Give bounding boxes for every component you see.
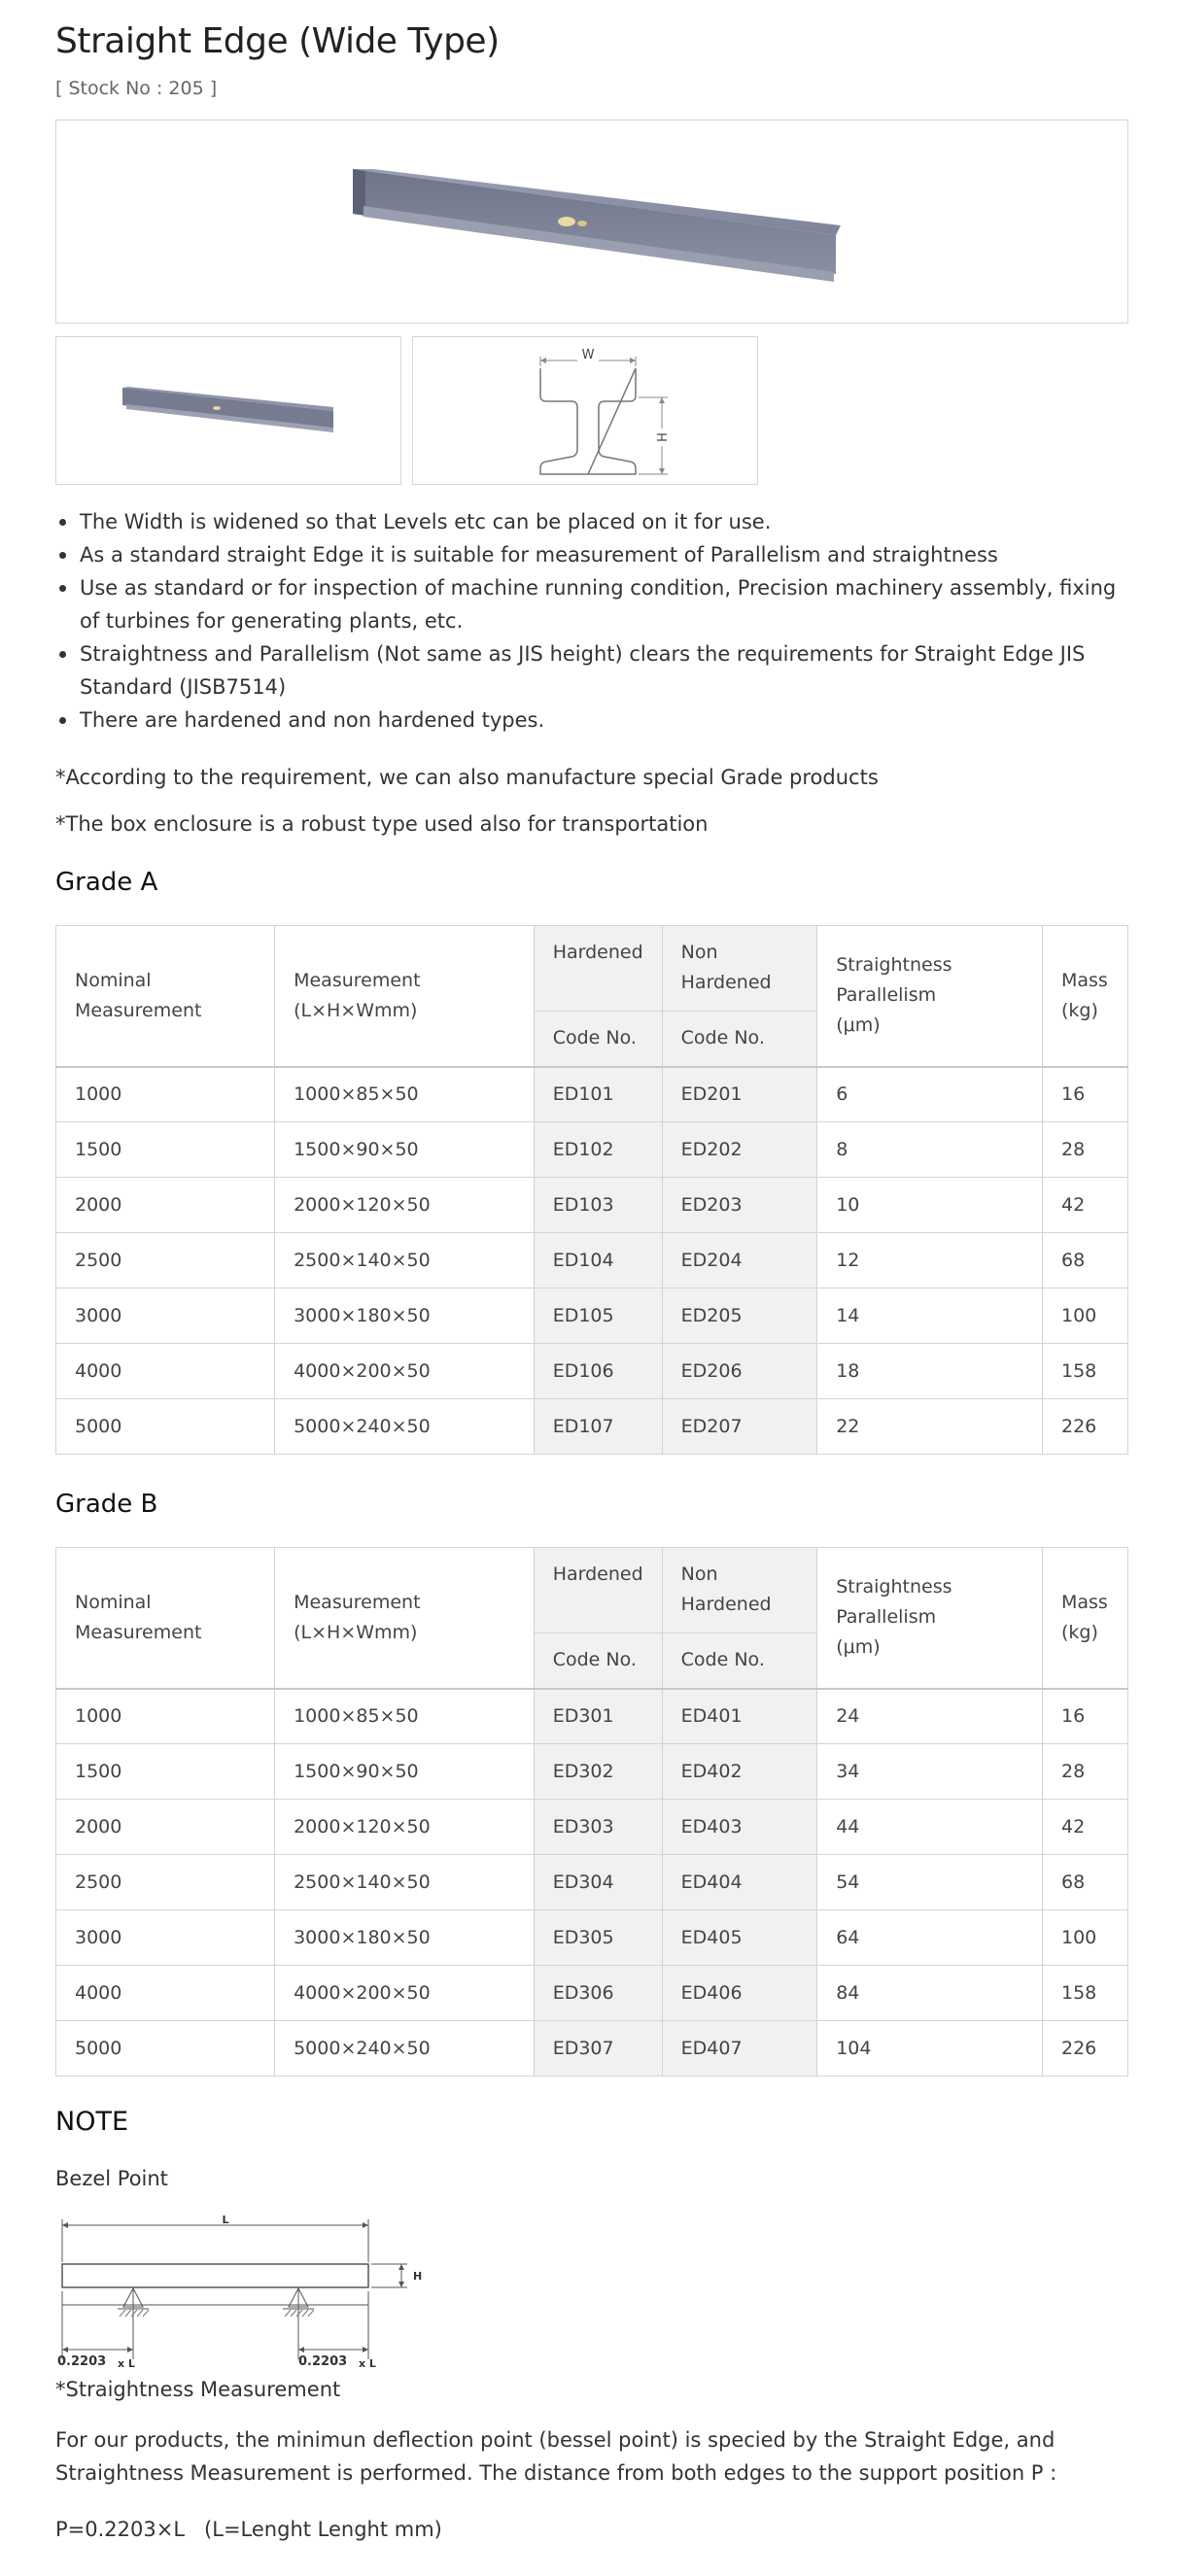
left-ratio-suffix: x L [118,2357,135,2369]
table-cell: 24 [817,1689,1043,1744]
grade-b-heading: Grade B [55,1490,158,1519]
table-row [56,1288,1128,1344]
col-header-measurement: Measurement (L×H×Wmm) [275,926,535,1067]
table-row [56,1344,1128,1399]
table-cell: ED202 [662,1122,817,1178]
table-cell: 84 [817,1966,1043,2021]
table-cell: 22 [817,1399,1043,1455]
width-dimension-label: W [581,348,595,362]
table-cell: 3000 [56,1288,275,1344]
table-cell: ED404 [662,1855,817,1910]
table-row [56,1233,1128,1288]
table-cell: ED303 [534,1800,662,1855]
table-cell: 4000 [56,1344,275,1399]
straightness-measurement-description: For our products, the minimun deflection point (bessel point) is specied by the Straight Edge, and Straightness Measurement is performed. The distance from both edges to the support position P : [55,2428,1057,2485]
table-cell: ED204 [662,1233,817,1288]
table-cell: 1500 [56,1744,275,1800]
special-grade-note: *According to the requirement, we can also manufacture special Grade products [55,766,879,789]
table-cell: 2000 [56,1178,275,1233]
table-row [56,1744,1128,1800]
table-row [56,1067,1128,1122]
col-header-hardened: Hardened [534,1548,662,1633]
bessel-point-formula: P=0.2203×L (L=Lenght Lenght mm) [55,2518,442,2541]
table-cell: 5000×240×50 [275,2021,535,2077]
table-cell: 1500×90×50 [275,1122,535,1178]
table-cell: 14 [817,1288,1043,1344]
table-cell: 1000×85×50 [275,1689,535,1744]
table-cell: 1000 [56,1689,275,1744]
table-cell: 6 [817,1067,1043,1122]
table-cell: 1000 [56,1067,275,1122]
bezel-point-label: Bezel Point [55,2167,168,2190]
list-item: There are hardened and non hardened types. [55,704,1134,737]
table-cell: ED101 [534,1067,662,1122]
table-cell: 10 [817,1178,1043,1233]
table-cell: 158 [1043,1966,1128,2021]
cross-section-diagram [413,337,759,486]
list-item: The Width is widened so that Levels etc can be placed on it for use. [55,505,1134,538]
table-cell: ED107 [534,1399,662,1455]
table-cell: ED102 [534,1122,662,1178]
table-cell: ED403 [662,1800,817,1855]
table-cell: 8 [817,1122,1043,1178]
table-cell: ED406 [662,1966,817,2021]
col-header-non-hardened: Non Hardened [662,926,817,1012]
stock-number: [ Stock No : 205 ] [55,78,218,99]
table-cell: 1500 [56,1122,275,1178]
list-item: As a standard straight Edge it is suitable for measurement of Parallelism and straightness [55,538,1134,571]
table-row [56,1910,1128,1966]
table-cell: 2500 [56,1233,275,1288]
table-cell: ED206 [662,1344,817,1399]
table-cell: 4000 [56,1966,275,2021]
thumbnail-cross-section[interactable] [412,336,758,485]
table-cell: 226 [1043,1399,1128,1455]
table-cell: 100 [1043,1910,1128,1966]
thumbnail-photo[interactable] [55,336,401,485]
table-cell: 3000×180×50 [275,1910,535,1966]
table-cell: 5000 [56,2021,275,2077]
left-ratio-label: 0.2203 [57,2354,107,2369]
table-cell: 16 [1043,1689,1128,1744]
table-cell: 226 [1043,2021,1128,2077]
table-cell: 28 [1043,1744,1128,1800]
table-cell: 28 [1043,1122,1128,1178]
table-cell: ED103 [534,1178,662,1233]
table-cell: 4000×200×50 [275,1344,535,1399]
table-row [56,1689,1128,1744]
table-cell: 68 [1043,1233,1128,1288]
height-label: H [413,2270,423,2283]
table-cell: 34 [817,1744,1043,1800]
table-cell: 2500×140×50 [275,1855,535,1910]
col-header-nominal: Nominal Measurement [56,926,275,1067]
grade-a-table [55,925,1128,1455]
col-header-hardened: Hardened [534,926,662,1012]
table-cell: ED201 [662,1067,817,1122]
table-cell: 5000 [56,1399,275,1455]
table-row [56,2021,1128,2077]
table-cell: 3000×180×50 [275,1288,535,1344]
table-row [56,1855,1128,1910]
table-cell: 3000 [56,1910,275,1966]
list-item: Straightness and Parallelism (Not same as JIS height) clears the requirements for Straight Edge JIS Standard (JISB7514) [55,637,1134,704]
table-cell: 158 [1043,1344,1128,1399]
col-header-mass: Mass (kg) [1043,926,1128,1067]
table-cell: ED104 [534,1233,662,1288]
table-row [56,1122,1128,1178]
length-label: L [222,2214,229,2226]
page-title: Straight Edge (Wide Type) [55,21,500,61]
table-cell: 42 [1043,1800,1128,1855]
col-header-mass: Mass (kg) [1043,1548,1128,1689]
feature-list [55,505,1134,737]
table-cell: ED207 [662,1399,817,1455]
table-cell: 104 [817,2021,1043,2077]
table-row [56,1800,1128,1855]
col-header-code-no: Code No. [534,1633,662,1689]
table-cell: 4000×200×50 [275,1966,535,2021]
table-cell: 16 [1043,1067,1128,1122]
col-header-code-no: Code No. [662,1633,817,1689]
table-cell: 64 [817,1910,1043,1966]
box-enclosure-note: *The box enclosure is a robust type used also for transportation [55,812,709,836]
table-row [56,1966,1128,2021]
table-cell: 18 [817,1344,1043,1399]
right-ratio-label: 0.2203 [298,2354,348,2369]
table-cell: ED205 [662,1288,817,1344]
table-cell: 42 [1043,1178,1128,1233]
col-header-straightness: Straightness Parallelism (μm) [817,926,1043,1067]
table-cell: ED105 [534,1288,662,1344]
height-dimension-label: H [656,432,671,442]
table-cell: ED106 [534,1344,662,1399]
table-cell: 2500 [56,1855,275,1910]
col-header-code-no: Code No. [534,1012,662,1067]
table-cell: ED305 [534,1910,662,1966]
main-product-image [55,120,1128,324]
table-cell: 2000×120×50 [275,1800,535,1855]
table-cell: 1000×85×50 [275,1067,535,1122]
table-cell: 68 [1043,1855,1128,1910]
table-cell: 54 [817,1855,1043,1910]
table-cell: ED401 [662,1689,817,1744]
table-cell: ED307 [534,2021,662,2077]
table-cell: ED304 [534,1855,662,1910]
table-cell: 5000×240×50 [275,1399,535,1455]
col-header-non-hardened: Non Hardened [662,1548,817,1633]
straightness-measurement-title: *Straightness Measurement [55,2378,341,2401]
table-cell: 2500×140×50 [275,1233,535,1288]
col-header-nominal: Nominal Measurement [56,1548,275,1689]
col-header-straightness: Straightness Parallelism (μm) [817,1548,1043,1689]
table-row [56,1399,1128,1455]
table-cell: ED301 [534,1689,662,1744]
col-header-measurement: Measurement (L×H×Wmm) [275,1548,535,1689]
grade-b-table [55,1547,1128,2077]
table-cell: 2000×120×50 [275,1178,535,1233]
table-row [56,1178,1128,1233]
note-heading: NOTE [55,2107,129,2137]
table-cell: ED302 [534,1744,662,1800]
table-cell: ED402 [662,1744,817,1800]
bezel-point-diagram [55,2214,444,2373]
straight-edge-thumbnail [56,337,402,486]
list-item: Use as standard or for inspection of machine running condition, Precision machinery assembly, fixing of turbines for generating plants, etc. [55,571,1134,637]
table-cell: ED203 [662,1178,817,1233]
table-cell: 2000 [56,1800,275,1855]
table-cell: ED407 [662,2021,817,2077]
grade-a-heading: Grade A [55,868,158,897]
table-cell: 44 [817,1800,1043,1855]
right-ratio-suffix: x L [359,2357,376,2369]
straight-edge-photo [56,120,1129,325]
table-cell: ED306 [534,1966,662,2021]
table-cell: ED405 [662,1910,817,1966]
col-header-code-no: Code No. [662,1012,817,1067]
table-cell: 1500×90×50 [275,1744,535,1800]
table-cell: 100 [1043,1288,1128,1344]
table-cell: 12 [817,1233,1043,1288]
